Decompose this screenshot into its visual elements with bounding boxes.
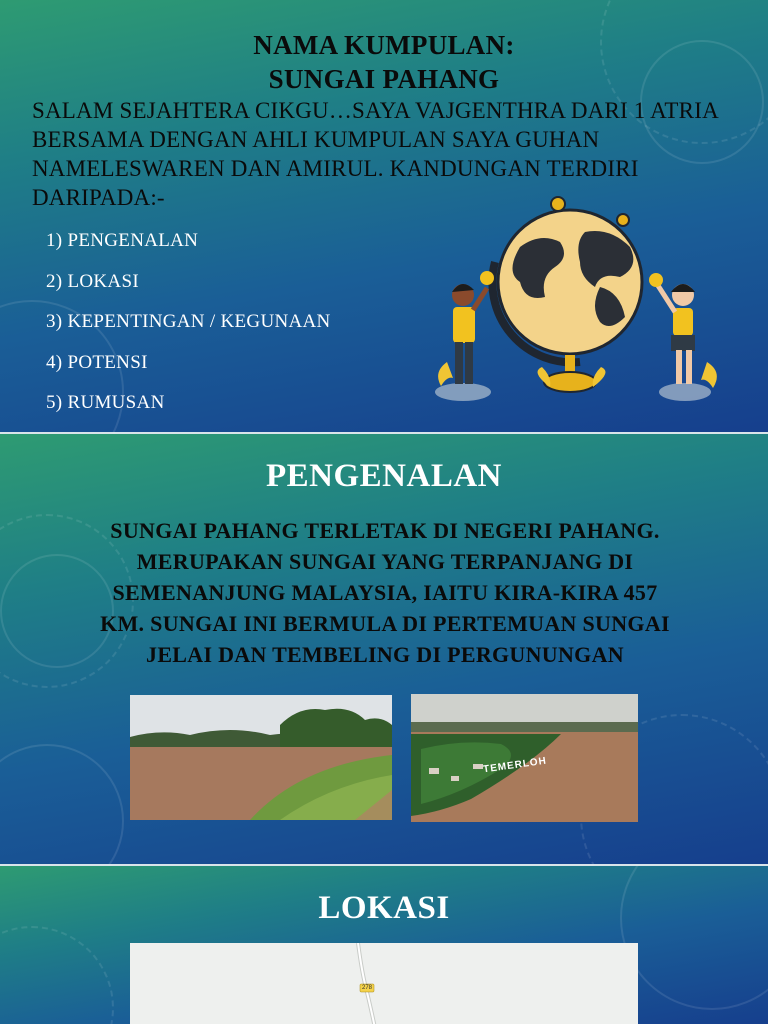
- map-road-label: 278: [361, 985, 372, 991]
- deco-circle: [0, 744, 124, 864]
- globe-icon: [492, 197, 642, 392]
- title-line-2: SUNGAI PAHANG: [268, 64, 500, 94]
- title-line-1: NAMA KUMPULAN:: [253, 30, 515, 60]
- slide-2: [0, 434, 768, 864]
- slide-3: [0, 866, 768, 1024]
- river-photo-2: [411, 694, 638, 822]
- deco-circle: [620, 866, 768, 1010]
- heading-pengenalan: PENGENALAN: [265, 458, 503, 494]
- group-title: [0, 28, 768, 96]
- river-photo-1: [130, 695, 392, 820]
- deco-circle: [0, 926, 114, 1024]
- intro-paragraph: SALAM SEJAHTERA CIKGU…SAYA VAJGENTHRA DARI 1 ATRIA BERSAMA DENGAN AHLI KUMPULAN SAYA GUHAN NAMELESWAREN DAN AMIRUL. KANDUNGAN TERDIRI DARIPADA:-: [32, 98, 718, 210]
- boy-figure: [435, 271, 494, 401]
- heading-lokasi: LOKASI: [318, 890, 450, 926]
- pengenalan-paragraph: SUNGAI PAHANG TERLETAK DI NEGERI PAHANG. MERUPAKAN SUNGAI YANG TERPANJANG DI SEMENANJUNG MALAYSIA, IAITU KIRA-KIRA 457 KM. SUNGAI INI BERMULA DI PERTEMUAN SUNGAI JELAI DAN TEMBELING DI PERGUNUNGAN: [100, 518, 670, 667]
- list-item: 2) LOKASI: [46, 270, 139, 292]
- girl-figure: [649, 273, 717, 401]
- photo-caption: TEMERLOH: [482, 755, 548, 776]
- list-item: 5) RUMUSAN: [46, 392, 165, 413]
- list-item: 3) KEPENTINGAN / KEGUNAAN: [46, 311, 331, 332]
- contents-list: [46, 221, 331, 424]
- list-item: 4) POTENSI: [46, 351, 148, 373]
- globe-illustration: [425, 192, 725, 407]
- list-item: 1) PENGENALAN: [46, 230, 199, 251]
- location-map: [130, 943, 638, 1024]
- slide-1: [0, 0, 768, 432]
